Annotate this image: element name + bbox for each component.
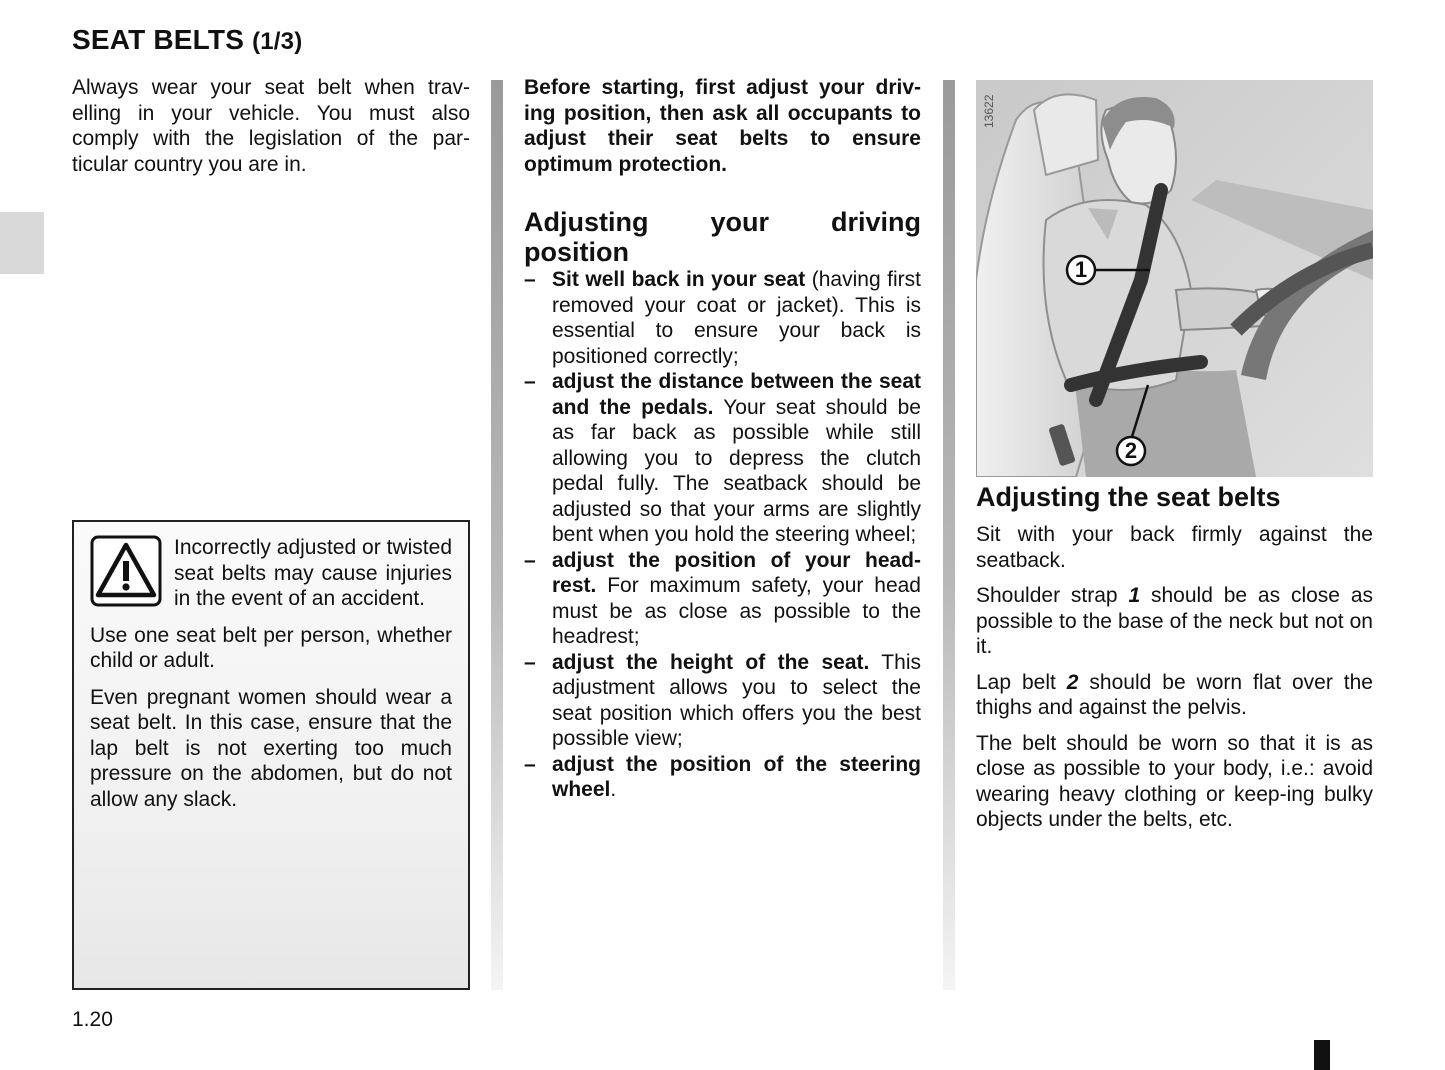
list-item: – Sit well back in your seat (having first removed your coat or jacket). This is essential to ensure your back is positioned correctly; — [524, 267, 921, 369]
callout-1: 1 — [1074, 257, 1088, 282]
section-heading-driving: Adjusting your driving position — [524, 207, 921, 267]
figure-ref-number: 13622 — [982, 94, 996, 128]
page-number: 1.20 — [72, 1008, 113, 1031]
list-item: – adjust the position of your head-rest. For maximum safety, your head must be as close as possible to the headrest; — [524, 548, 921, 650]
driver-illustration — [976, 80, 1373, 477]
paragraph-belt-fit: The belt should be worn so that it is as close as possible to your body, i.e.: avoid wearing heavy clothing or keep-ing bulky objects under the belts, etc. — [976, 731, 1373, 831]
warning-box — [72, 520, 470, 990]
seat-belt-column — [976, 482, 1373, 843]
list-item: – adjust the position of the steering wheel. — [524, 752, 921, 803]
warning-text-1: Incorrectly adjusted or twisted seat belts may cause injuries in the event of an accident. — [174, 536, 452, 610]
title-main: SEAT BELTS — [72, 24, 245, 55]
list-item: – adjust the distance between the seat and the pedals. Your seat should be as far back as possible while still allowing you to depress the clutch pedal fully. The seatback should be adjusted so that your arms are slightly bent when you hold the steering wheel; — [524, 369, 921, 548]
page-title — [72, 24, 302, 56]
column-divider — [491, 80, 503, 990]
paragraph-shoulder-strap: Shoulder strap 1 should be as close as possible to the base of the neck but not on it. — [976, 584, 1374, 658]
title-suffix: (1/3) — [252, 28, 303, 55]
callout-2: 2 — [1124, 438, 1138, 463]
warning-text-3: Even pregnant women should wear a seat belt. In this case, ensure that the lap belt is not exerting too much pressure on the abdomen, but do not allow any slack. — [90, 685, 452, 811]
driving-position-column — [524, 75, 921, 803]
section-heading-seat-belts: Adjusting the seat belts — [976, 482, 1281, 512]
page-edge-marker — [1314, 1040, 1330, 1070]
paragraph-seatback: Sit with your back firmly against the seatback. — [976, 523, 1373, 572]
intro-paragraph: Always wear your seat belt when trav-elling in your vehicle. You must also comply with the legislation of the par-ticular country you are in. — [72, 76, 470, 176]
warning-text-2: Use one seat belt per person, whether child or adult. — [90, 623, 452, 672]
list-item: – adjust the height of the seat. This adjustment allows you to select the seat position which offers you the best possible view; — [524, 650, 921, 752]
section-tab — [0, 212, 44, 274]
paragraph-lap-belt: Lap belt 2 should be worn flat over the thighs and against the pelvis. — [976, 670, 1373, 719]
intro-column — [72, 75, 470, 177]
warning-triangle-icon — [90, 535, 162, 607]
adjustment-list — [524, 267, 921, 803]
bold-intro: Before starting, first adjust your driv-ing position, then ask all occupants to adjust their seat belts to ensure optimum protection. — [524, 76, 921, 176]
column-divider — [943, 80, 955, 990]
seat-belt-illustration — [976, 80, 1373, 477]
